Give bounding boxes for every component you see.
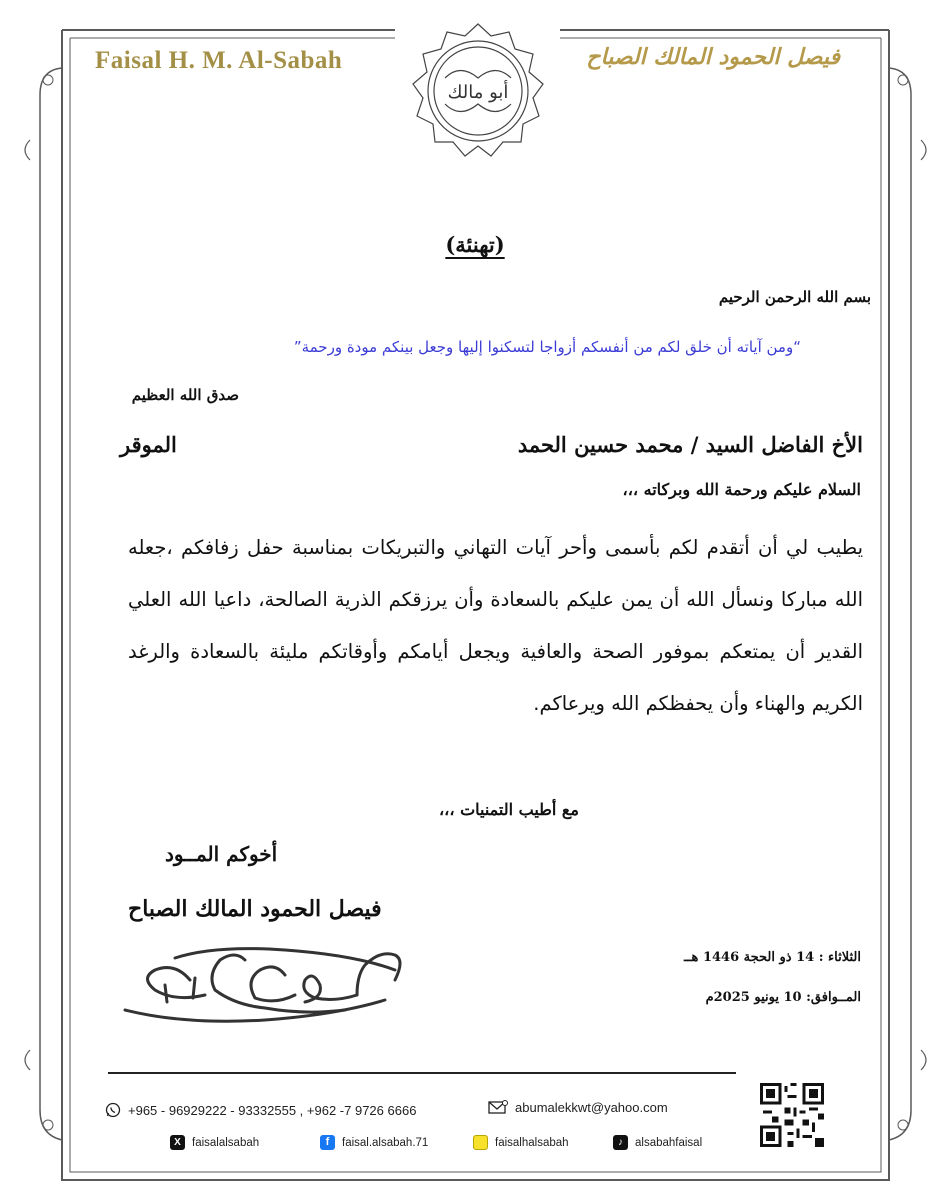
emblem-seal	[405, 18, 551, 164]
phone-contact	[105, 1102, 416, 1118]
handwritten-signature	[95, 940, 415, 1030]
phone-numbers: +965 - 96929222 - 93332555 , +962 -7 9726 6666	[128, 1102, 417, 1118]
x-icon: X	[170, 1135, 185, 1150]
header-name-en: Faisal H. M. Al-Sabah	[95, 47, 343, 74]
snapchat-icon	[473, 1135, 488, 1150]
tiktok-contact[interactable]	[613, 1135, 702, 1150]
emblem-text: أبو مالك	[447, 82, 509, 103]
snapchat-contact[interactable]	[473, 1135, 569, 1150]
snapchat-handle[interactable]: faisalhalsabah	[495, 1136, 569, 1149]
qr-code[interactable]	[760, 1083, 824, 1147]
sadaq-line: صدق الله العظيم	[131, 386, 239, 404]
signature-text: ابو مالك	[95, 940, 99, 941]
signer-name: فيصل الحمود المالك الصباح	[128, 896, 382, 922]
x-contact[interactable]	[170, 1135, 259, 1150]
email-address[interactable]: abumalekkwt@yahoo.com	[515, 1099, 668, 1115]
tiktok-icon: ♪	[613, 1135, 628, 1150]
basmala: بسم الله الرحمن الرحيم	[718, 288, 871, 306]
honorific: الموقر	[120, 432, 177, 457]
letter-heading: (تهنئة)	[445, 232, 505, 257]
x-handle[interactable]: faisalalsabah	[192, 1136, 260, 1149]
greeting: السلام عليكم ورحمة الله وبركاته ،،،	[622, 480, 861, 499]
facebook-contact[interactable]	[320, 1135, 428, 1150]
letter-body: يطيب لي أن أتقدم لكم بأسمى وأحر آيات التهاني والتبريكات بمناسبة حفل زفافكم ،جعله الله مباركا ونسأل الله أن يمن عليكم بالسعادة وأن يرزقكم الذرية الصالحة، داعيا الله العلي القدير أن يمتعكم بموفور الصحة والعافية ويجعل أيامكم وأوقاتكم مليئة بالسعادة والرغد الكريم والهناء وأن يحفظكم الله ويرعاكم.	[128, 536, 863, 715]
quran-verse: “ومن آياته أن خلق لكم من أنفسكم أزواجا لتسكنوا إليها وجعل بينكم مودة ورحمة”	[293, 338, 801, 356]
sign-off: أخوكم المــود	[165, 842, 278, 866]
facebook-icon: f	[320, 1135, 335, 1150]
footer-divider	[108, 1072, 736, 1074]
date-hijri: الثلاثاء : 14 ذو الحجة 1446 هــ	[683, 950, 861, 965]
header-name-ar: فيصل الحمود المالك الصباح	[586, 44, 840, 70]
email-icon	[488, 1099, 508, 1115]
email-contact[interactable]	[488, 1099, 668, 1115]
whatsapp-icon	[105, 1102, 121, 1118]
date-gregorian: المــوافق: 10 يونيو 2025م	[705, 990, 861, 1005]
facebook-handle[interactable]: faisal.alsabah.71	[342, 1136, 429, 1149]
tiktok-handle[interactable]: alsabahfaisal	[635, 1136, 703, 1149]
addressee: الأخ الفاضل السيد / محمد حسين الحمد	[517, 432, 863, 457]
closing-line: مع أطيب التمنيات ،،،	[439, 800, 579, 819]
